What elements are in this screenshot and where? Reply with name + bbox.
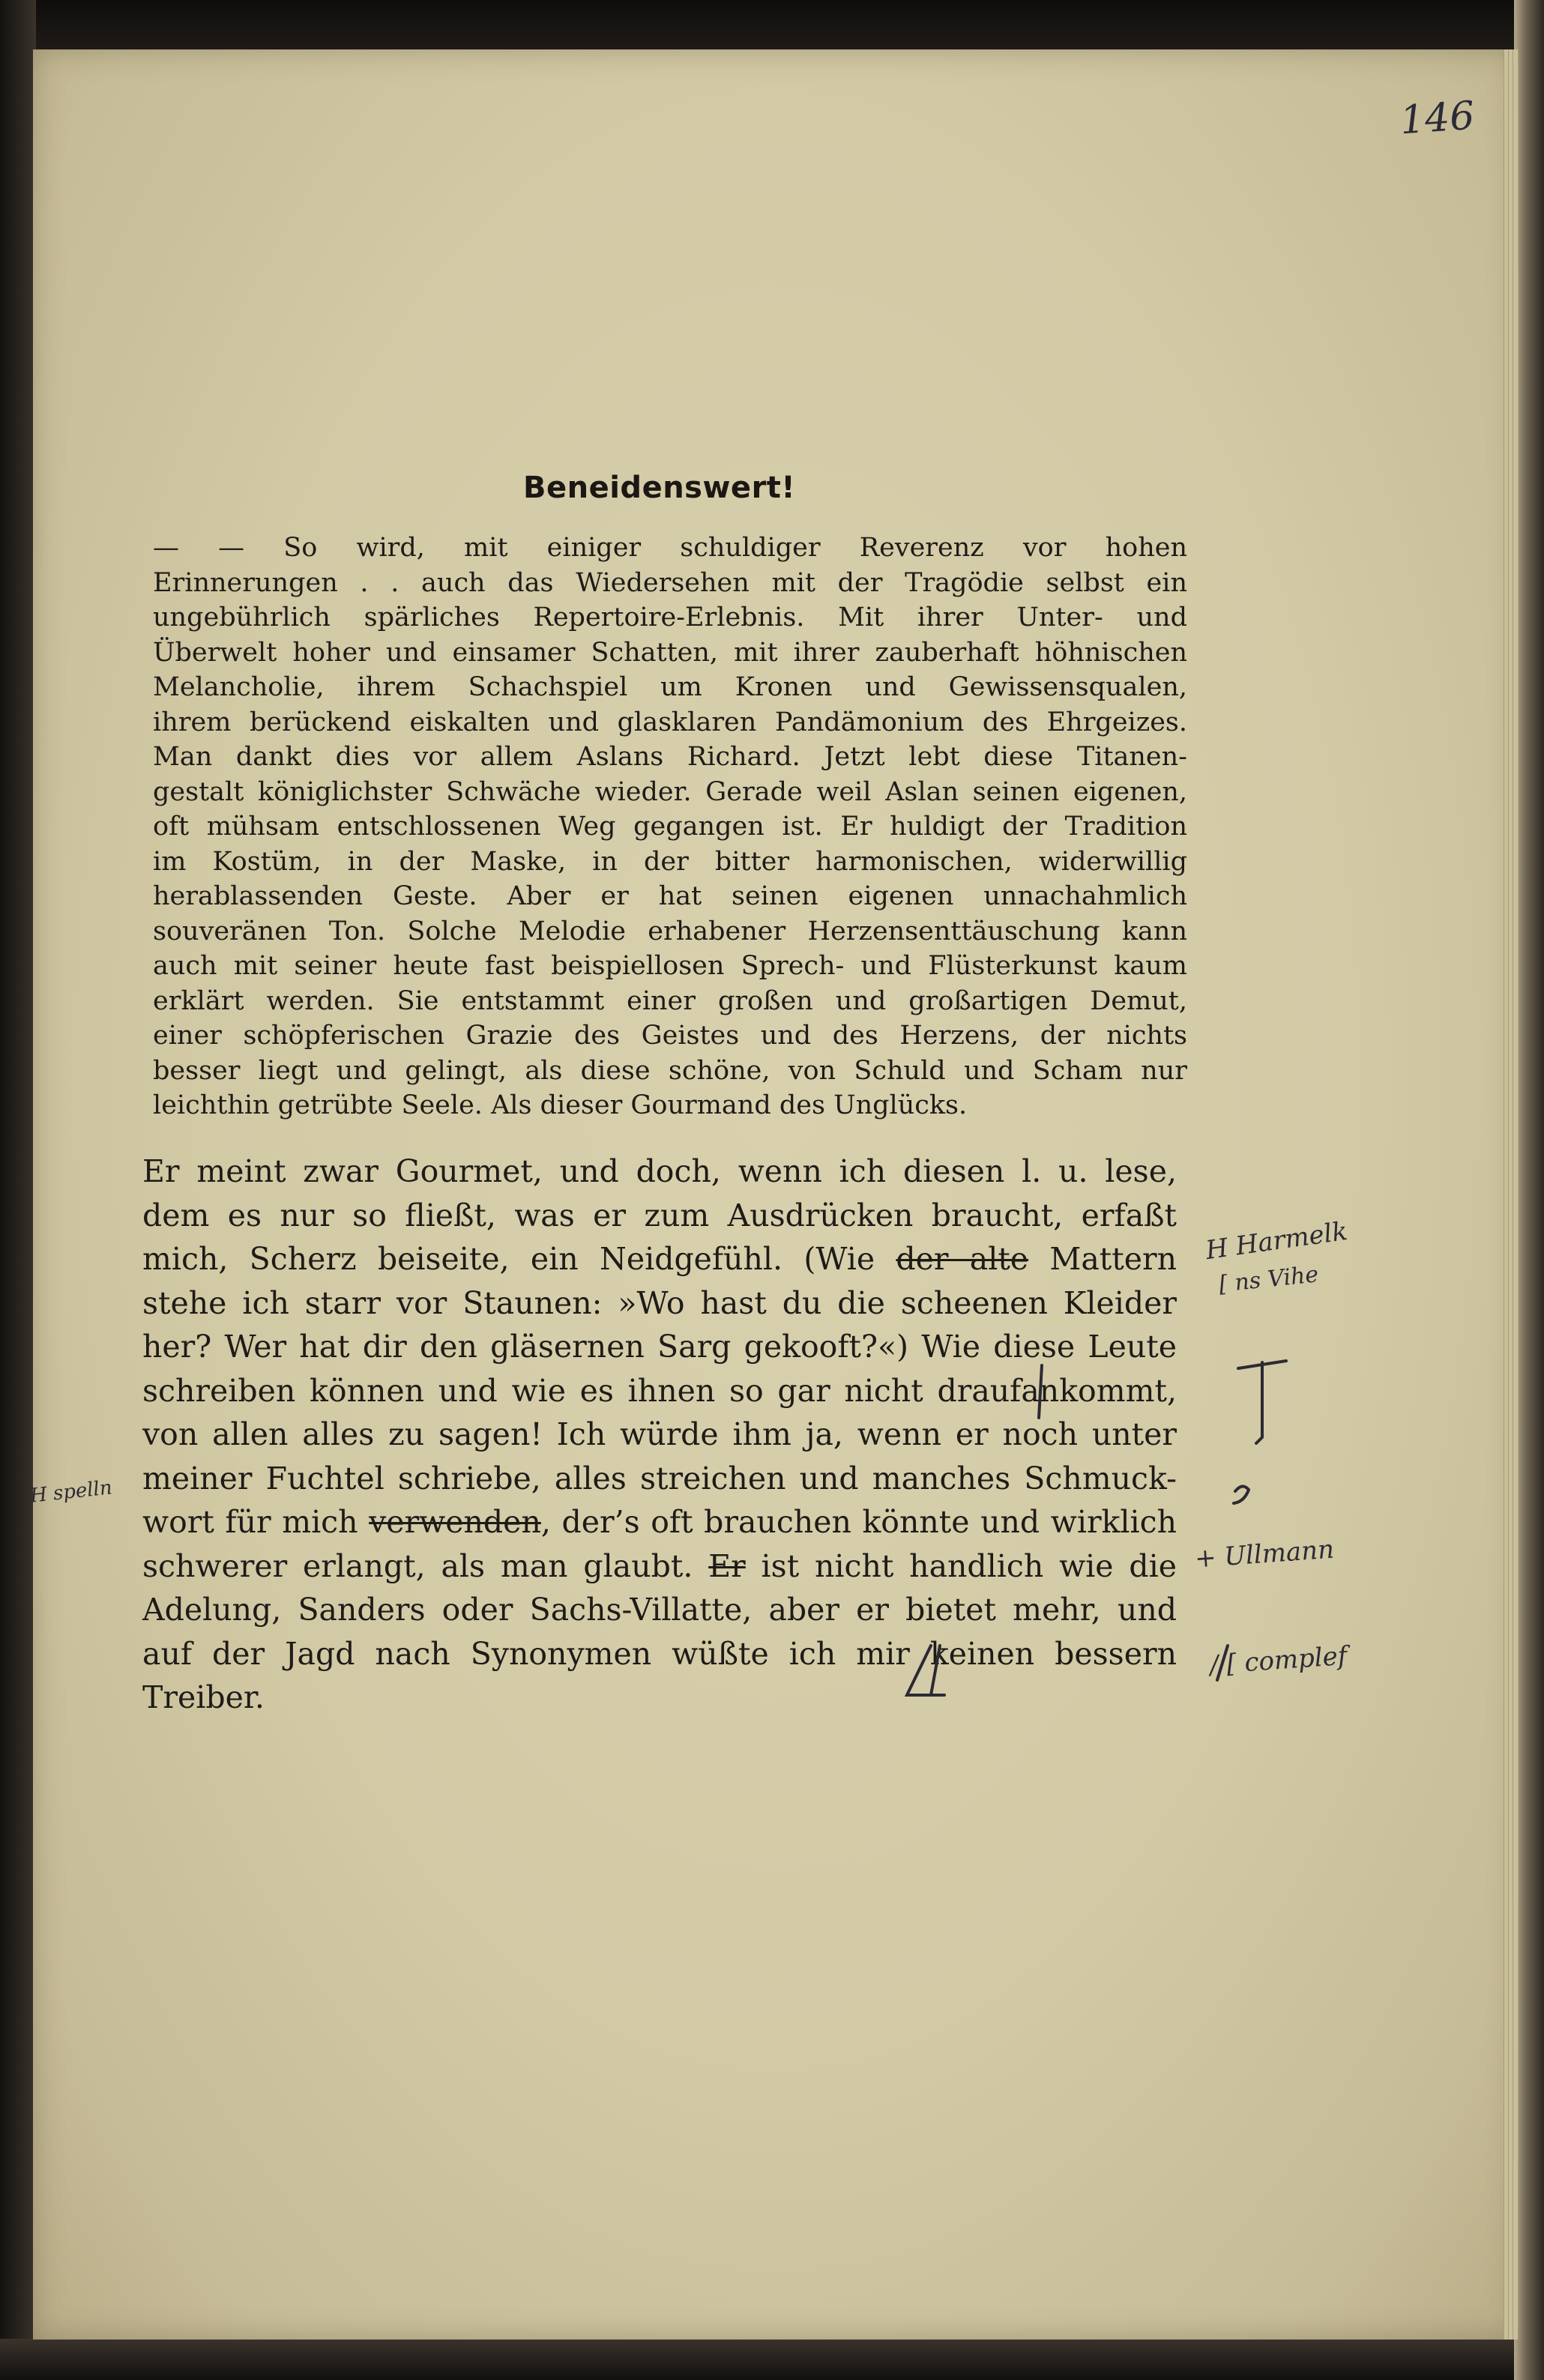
struck-text: verwenden <box>369 1504 541 1540</box>
review-line: — — So wird, mit einiger schuldiger Reverenz vor hohen <box>153 533 1187 563</box>
scanner-bottom-edge <box>0 2339 1544 2380</box>
author-commentary <box>142 1150 1177 1720</box>
comment-text: schwerer erlangt, als man glaubt. <box>142 1547 693 1584</box>
page-number: 146 <box>1399 93 1477 144</box>
review-line: Man dankt dies vor allem Aslans Richard. Jetzt lebt diese Titanen- <box>153 742 1187 772</box>
review-line: souveränen Ton. Solche Melodie erhabener Herzensenttäuschung kann <box>153 916 1187 946</box>
margin-note: / [ complef <box>1208 1640 1348 1681</box>
review-line: besser liegt und gelingt, als diese schöne, von Schuld und Scham nur <box>153 1055 1187 1086</box>
scanner-top-edge <box>0 0 1544 52</box>
struck-text: der alte <box>896 1241 1029 1277</box>
review-line: Melancholie, ihrem Schachspiel um Kronen und Gewissensqualen, <box>153 672 1187 702</box>
quoted-review <box>153 531 1187 1123</box>
scanner-left-edge <box>0 0 36 2380</box>
comment-line: meiner Fuchtel schriebe, alles streichen und manches Schmuck- <box>142 1460 1177 1496</box>
comment-line: her? Wer hat dir den gläsernen Sarg gekooft?«) Wie diese Leute <box>142 1329 1177 1365</box>
comment-line: von allen alles zu sagen! Ich würde ihm ja, wenn er noch unter <box>142 1416 1177 1452</box>
comment-line: dem es nur so fließt, was er zum Ausdrücken braucht, erfaßt <box>142 1197 1177 1233</box>
review-line: herablassenden Geste. Aber er hat seinen eigenen unnachahmlich <box>153 881 1187 911</box>
comment-line: schreiben können und wie es ihnen so gar nicht draufankommt, <box>142 1372 1177 1409</box>
comment-line: auf der Jagd nach Synonymen wüßte ich mir keinen bessern <box>142 1635 1177 1672</box>
comment-line: Er meint zwar Gourmet, und doch, wenn ich diesen l. u. lese, <box>142 1153 1177 1189</box>
review-line: auch mit seiner heute fast beispiellosen Sprech- und Flüsterkunst kaum <box>153 951 1187 981</box>
comment-line <box>142 1500 1177 1544</box>
review-line: ihrem berückend eiskalten und glasklaren Pandämonium des Ehrgeizes. <box>153 707 1187 737</box>
review-line: oft mühsam entschlossenen Weg gegangen ist. Er huldigt der Tradition <box>153 812 1187 842</box>
comment-text: ist nicht handlich wie die <box>761 1547 1177 1584</box>
scanner-right-edge <box>1514 0 1544 2380</box>
review-line: einer schöpferischen Grazie des Geistes und des Herzens, der nichts <box>153 1021 1187 1051</box>
review-line: gestalt königlichster Schwäche wieder. Gerade weil Aslan seinen eigenen, <box>153 776 1187 807</box>
comment-text: , der’s oft brauchen könnte und wirklich <box>540 1504 1177 1540</box>
comment-line <box>142 1237 1177 1281</box>
review-line: leichthin getrübte Seele. Als dieser Gourmand des Unglücks. <box>153 1090 968 1120</box>
comment-line <box>142 1544 1177 1589</box>
review-line: Erinnerungen . . auch das Wiedersehen mit der Tragödie selbst ein <box>153 567 1187 598</box>
comment-text: mich, Scherz beiseite, ein Neidgefühl. (Wie <box>142 1241 875 1277</box>
comment-line: stehe ich starr vor Staunen: »Wo hast du die scheenen Kleider <box>142 1284 1177 1321</box>
struck-text: Er <box>708 1547 746 1584</box>
review-line: im Kostüm, in der Maske, in der bitter harmonischen, widerwillig <box>153 846 1187 877</box>
review-line: erklärt werden. Sie entstammt einer großen und großartigen Demut, <box>153 985 1187 1016</box>
margin-note: H Harmelk <box>1204 1215 1350 1266</box>
review-line: ungebührlich spärliches Repertoire-Erlebnis. Mit ihrer Unter- und <box>153 602 1187 632</box>
comment-line: Treiber. <box>142 1679 265 1715</box>
review-line: Überwelt hoher und einsamer Schatten, mit ihrer zauberhaft höhnischen <box>153 637 1187 668</box>
comment-text: wort für mich <box>142 1504 358 1540</box>
comment-line: Adelung, Sanders oder Sachs-Villatte, aber er bietet mehr, und <box>142 1592 1177 1628</box>
margin-note: [ ns Vihe <box>1217 1261 1320 1298</box>
article-title: Beneidenswert! <box>523 471 796 505</box>
margin-note: H spelln <box>28 1476 113 1508</box>
comment-text: Mattern <box>1049 1241 1177 1277</box>
page-edge <box>1513 49 1518 2340</box>
margin-note: + Ullmann <box>1193 1534 1336 1574</box>
